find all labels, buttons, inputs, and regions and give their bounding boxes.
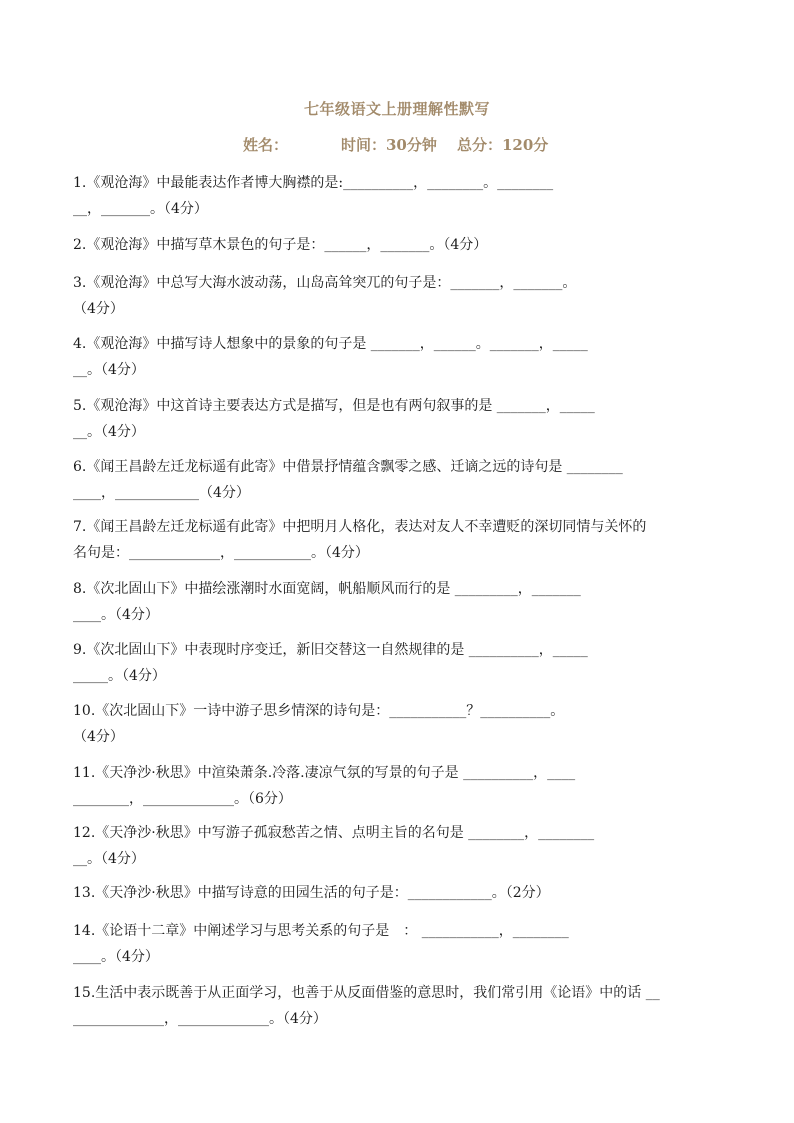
question-line: 14.《论语十二章》中阐述学习与思考关系的句子是 ： ___________，________ [73, 923, 569, 939]
question-line: 4.《观沧海》中描写诗人想象中的景象的句子是 _______，______。_______，_____ [73, 336, 588, 352]
time-label: 时间：30分钟 [341, 136, 437, 154]
question-item [73, 576, 733, 628]
question-item [73, 760, 733, 812]
question-item [73, 170, 733, 222]
question-item [73, 393, 733, 445]
question-item [73, 698, 733, 750]
question-line: _____。（4分） [73, 668, 166, 684]
question-line: __，_______。（4分） [73, 201, 208, 217]
question-line: 2.《观沧海》中描写草木景色的句子是：______，_______。（4分） [73, 237, 488, 253]
question-line: 1.《观沧海》中最能表达作者博大胸襟的是:__________，________。________ [73, 175, 554, 191]
score-label: 总分：120分 [457, 136, 549, 154]
question-item [73, 454, 733, 506]
question-line: ____，____________（4分） [73, 485, 250, 501]
question-line: __。（4分） [73, 424, 145, 440]
question-line: 5.《观沧海》中这首诗主要表达方式是描写，但是也有两句叙事的是 _______，_____ [73, 398, 595, 414]
question-line: 15.生活中表示既善于从正面学习，也善于从反面借鉴的意思时，我们常引用《论语》中的话 __ [73, 985, 660, 1001]
question-line: 9.《次北固山下》中表现时序变迁，新旧交替这一自然规律的是 __________，_____ [73, 642, 588, 658]
name-label: 姓名： [243, 136, 289, 154]
page-title: 七年级语文上册理解性默写 [303, 100, 490, 118]
question-line: 13.《天净沙·秋思》中描写诗意的田园生活的句子是：____________。（2分） [73, 885, 550, 901]
question-item [73, 637, 733, 689]
question-line: ____。（4分） [73, 949, 159, 965]
question-line: _____________，_____________。（4分） [73, 1011, 327, 1027]
question-line: （4分） [73, 729, 124, 745]
question-line: 10.《次北固山下》一诗中游子思乡情深的诗句是：___________？__________。 [73, 703, 565, 719]
question-line: 名句是：_____________，___________。（4分） [73, 545, 369, 561]
question-line: ____。（4分） [73, 607, 159, 623]
question-line: 3.《观沧海》中总写大海水波动荡，山岛高耸突兀的句子是：_______，_______。 [73, 275, 577, 291]
question-line: 8.《次北固山下》中描绘涨潮时水面宽阔，帆船顺风而行的是 _________，_______ [73, 581, 581, 597]
question-item [73, 820, 733, 872]
question-line: __。（4分） [73, 851, 145, 867]
question-item [73, 980, 733, 1032]
question-line: ________，_____________。（6分） [73, 791, 292, 807]
question-line: 11.《天净沙·秋思》中渲染萧条.冷落.凄凉气氛的写景的句子是 __________，____ [73, 765, 576, 781]
question-line: 7.《闻王昌龄左迁龙标遥有此寄》中把明月人格化，表达对友人不幸遭贬的深切同情与关怀的 [73, 519, 647, 535]
question-item [73, 880, 733, 906]
question-item [73, 232, 733, 258]
question-item [73, 918, 733, 970]
question-item [73, 514, 733, 566]
question-line: __。（4分） [73, 362, 145, 378]
question-line: 12.《天净沙·秋思》中写游子孤寂愁苦之情、点明主旨的名句是 ________，________ [73, 825, 595, 841]
question-line: （4分） [73, 301, 124, 317]
question-line: 6.《闻王昌龄左迁龙标遥有此寄》中借景抒情蕴含飘零之感、迁谪之远的诗句是 ________ [73, 459, 623, 475]
question-item [73, 270, 733, 322]
question-item [73, 331, 733, 383]
